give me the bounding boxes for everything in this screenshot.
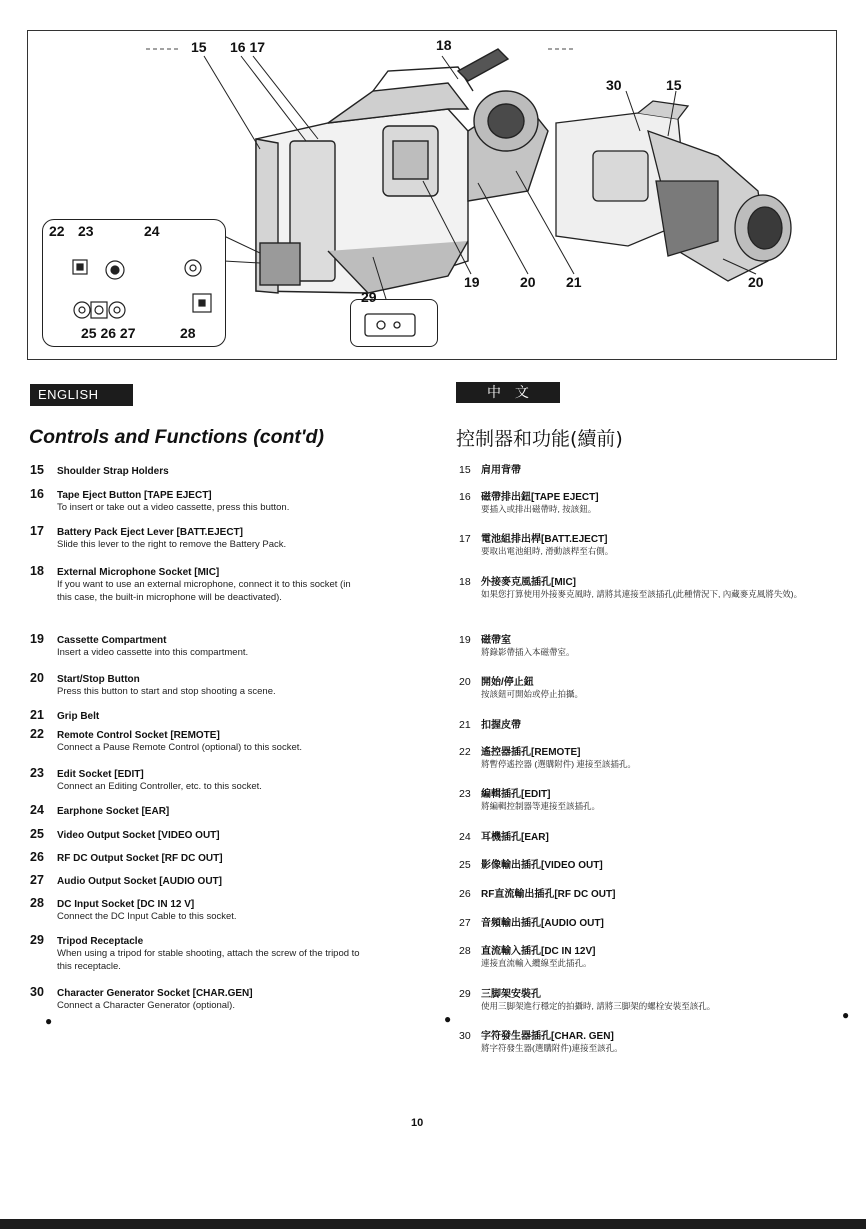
callout-30: 30 (606, 77, 622, 93)
item-title: 電池組排出桿[BATT.EJECT] (481, 534, 608, 545)
item-title: 外接麥克風插孔[MIC] (481, 577, 576, 588)
item-number: 16 (459, 491, 471, 503)
zh-item-30 (459, 1027, 839, 1055)
print-mark: ● (842, 1008, 850, 1022)
en-item-20 (30, 671, 430, 698)
item-title: Shoulder Strap Holders (57, 466, 169, 477)
item-title: 肩用背帶 (481, 465, 521, 476)
en-item-18 (30, 564, 430, 604)
tripod-receptacle-drawing (351, 300, 437, 346)
item-title: 扣握皮帶 (481, 720, 521, 731)
callout-29: 29 (361, 289, 377, 305)
zh-item-21 (459, 716, 839, 731)
item-number: 17 (30, 524, 44, 538)
item-description: 將暫停遙控器 (選購附件) 連接至該插孔。 (481, 759, 636, 769)
zh-item-24 (459, 828, 839, 843)
item-title: 三脚架安裝孔 (481, 989, 541, 1000)
print-mark: ● (45, 1014, 53, 1028)
item-description: 要取出電池組時, 滑動該桿至右側。 (481, 546, 614, 556)
item-title: Audio Output Socket [AUDIO OUT] (57, 876, 222, 887)
en-item-21 (30, 708, 430, 722)
item-number: 18 (459, 576, 471, 588)
item-title: 遙控器插孔[REMOTE] (481, 747, 581, 758)
item-number: 29 (30, 933, 44, 947)
item-title: Remote Control Socket [REMOTE] (57, 730, 220, 741)
en-item-24 (30, 803, 430, 817)
item-title: 影像輸出插孔[VIDEO OUT] (481, 860, 603, 871)
item-number: 19 (30, 632, 44, 646)
item-title: 耳機插孔[EAR] (481, 832, 549, 843)
item-description: 要插入或排出磁帶時, 按該鈕。 (481, 504, 597, 514)
item-number: 29 (459, 988, 471, 1000)
en-item-27 (30, 873, 430, 887)
item-number: 23 (459, 788, 471, 800)
item-number: 19 (459, 634, 471, 646)
zh-item-28 (459, 942, 839, 970)
tripod-receptacle-inset (350, 299, 438, 347)
item-description: 將錄影帶插入本磁帶室。 (481, 647, 575, 657)
item-title: Edit Socket [EDIT] (57, 769, 144, 780)
item-description: Slide this lever to the right to remove the Battery Pack. (57, 539, 287, 550)
en-item-30 (30, 985, 430, 1012)
callout-28: 28 (180, 325, 196, 341)
callout-20-right: 20 (748, 274, 764, 290)
item-description: 按該鈕可開始或停止拍攝。 (481, 689, 584, 699)
en-item-29 (30, 933, 430, 973)
item-title: Cassette Compartment (57, 635, 167, 646)
english-title: Controls and Functions (cont'd) (29, 426, 324, 448)
item-number: 25 (459, 859, 471, 871)
item-description: 使用三脚架進行穩定的拍攝時, 請將三脚架的螺栓安裝至該孔。 (481, 1001, 716, 1011)
item-description: Connect an Editing Controller, etc. to this socket. (57, 781, 262, 792)
zh-item-18 (459, 573, 839, 601)
item-title: 編輯插孔[EDIT] (481, 789, 551, 800)
page-number: 10 (411, 1117, 424, 1129)
item-number: 27 (30, 873, 44, 887)
item-title: 磁帶室 (481, 635, 511, 646)
item-description: If you want to use an external microphone, connect it to this socket (in this case, the built-in microphone will be deactivated). (57, 579, 351, 603)
zh-item-25 (459, 856, 839, 871)
callout-24: 24 (144, 223, 160, 239)
item-number: 24 (30, 803, 44, 817)
callout-16-17: 16 17 (230, 39, 266, 55)
item-title: DC Input Socket [DC IN 12 V] (57, 899, 195, 910)
callout-19: 19 (464, 274, 480, 290)
item-title: 開始/停止鈕 (481, 677, 534, 688)
zh-item-17 (459, 530, 839, 558)
zh-item-29 (459, 985, 839, 1013)
item-number: 15 (459, 464, 471, 476)
zh-item-20 (459, 673, 839, 701)
item-number: 25 (30, 827, 44, 841)
item-description: 將字符發生器(選購附件)連接至該孔。 (481, 1043, 623, 1053)
item-number: 20 (30, 671, 44, 685)
item-title: External Microphone Socket [MIC] (57, 567, 220, 578)
item-number: 15 (30, 463, 44, 477)
camcorder-front-view (556, 101, 791, 281)
zh-item-15 (459, 461, 839, 476)
item-number: 17 (459, 533, 471, 545)
item-title: Start/Stop Button (57, 674, 140, 685)
item-description: 將編輯控制器等連接至該插孔。 (481, 801, 601, 811)
callout-25-26-27: 25 26 27 (81, 325, 136, 341)
item-number: 21 (30, 708, 44, 722)
en-item-26 (30, 850, 430, 864)
item-number: 23 (30, 766, 44, 780)
item-title: 磁帶排出鈕[TAPE EJECT] (481, 492, 599, 503)
english-section-tab: ENGLISH (30, 384, 133, 406)
item-description: Insert a video cassette into this compartment. (57, 647, 249, 658)
callout-15: 15 (191, 39, 207, 55)
item-description: To insert or take out a video cassette, press this button. (57, 502, 290, 513)
callout-22: 22 (49, 223, 65, 239)
callout-21: 21 (566, 274, 582, 290)
en-item-23 (30, 766, 430, 793)
item-number: 30 (30, 985, 44, 999)
item-number: 18 (30, 564, 44, 578)
item-title: RF DC Output Socket [RF DC OUT] (57, 853, 223, 864)
item-number: 21 (459, 719, 471, 731)
print-mark: ● (444, 1012, 452, 1026)
item-number: 30 (459, 1030, 471, 1042)
item-number: 22 (30, 727, 44, 741)
zh-item-26 (459, 885, 839, 900)
item-number: 28 (459, 945, 471, 957)
item-number: 16 (30, 487, 44, 501)
callout-20: 20 (520, 274, 536, 290)
item-title: Tape Eject Button [TAPE EJECT] (57, 490, 212, 501)
item-description: Press this button to start and stop shooting a scene. (57, 686, 276, 697)
en-item-15 (30, 463, 430, 477)
item-number: 24 (459, 831, 471, 843)
zh-item-19 (459, 631, 839, 659)
chinese-title: 控制器和功能(續前) (456, 428, 623, 450)
bottom-border (0, 1219, 866, 1229)
item-number: 22 (459, 746, 471, 758)
en-item-22 (30, 727, 430, 754)
item-title: 直流輸入插孔[DC IN 12V] (481, 946, 596, 957)
zh-item-27 (459, 914, 839, 929)
item-title: 音頻輸出插孔[AUDIO OUT] (481, 918, 604, 929)
callout-23: 23 (78, 223, 94, 239)
callout-18: 18 (436, 37, 452, 53)
item-number: 20 (459, 676, 471, 688)
item-title: RF直流輸出插孔[RF DC OUT] (481, 889, 616, 900)
item-description: When using a tripod for stable shooting, attach the screw of the tripod to this receptacle. (57, 948, 360, 972)
item-description: 連接直流輸入纜線至此插孔。 (481, 958, 592, 968)
item-title: 字符發生器插孔[CHAR. GEN] (481, 1031, 614, 1042)
chinese-section-tab: 中 文 (456, 382, 560, 403)
en-item-19 (30, 632, 430, 659)
camcorder-illustration (27, 30, 837, 360)
en-item-16 (30, 487, 430, 514)
item-number: 28 (30, 896, 44, 910)
item-title: Video Output Socket [VIDEO OUT] (57, 830, 220, 841)
zh-item-23 (459, 785, 839, 813)
zh-item-22 (459, 743, 839, 771)
item-description: Connect a Character Generator (optional). (57, 1000, 235, 1011)
zh-item-16 (459, 488, 839, 516)
item-description: Connect the DC Input Cable to this socket. (57, 911, 237, 922)
item-title: Grip Belt (57, 711, 100, 722)
item-number: 27 (459, 917, 471, 929)
item-number: 26 (30, 850, 44, 864)
item-description: 如果您打算使用外接麥克風時, 請將其連接至該插孔(此種情況下, 內藏麥克風將失效)。 (481, 589, 803, 599)
item-title: Earphone Socket [EAR] (57, 806, 170, 817)
en-item-17 (30, 524, 430, 551)
camcorder-rear-view (256, 49, 548, 293)
item-description: Connect a Pause Remote Control (optional) to this socket. (57, 742, 303, 753)
item-number: 26 (459, 888, 471, 900)
item-title: Battery Pack Eject Lever [BATT.EJECT] (57, 527, 243, 538)
en-item-25 (30, 827, 430, 841)
item-title: Tripod Receptacle (57, 936, 144, 947)
callout-15-right: 15 (666, 77, 682, 93)
item-title: Character Generator Socket [CHAR.GEN] (57, 988, 253, 999)
en-item-28 (30, 896, 430, 923)
